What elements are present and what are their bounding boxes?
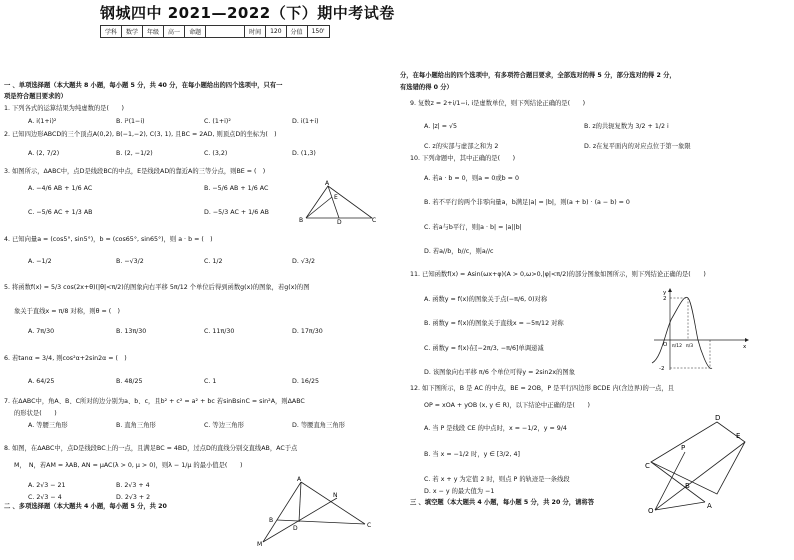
- fig8-label-d: D: [293, 525, 298, 532]
- info-cell: [206, 26, 245, 38]
- fig8-label-b: B: [269, 517, 274, 524]
- question-7-cont: 的形状是( ): [14, 410, 57, 417]
- question-6: 6. 若tanα = 3/4, 则cos²α+2sin2α = ( ): [4, 355, 127, 362]
- q9-option-c: C. z的实部与虚部之和为 2: [424, 143, 499, 150]
- fig11-label-2: 2: [663, 296, 667, 302]
- q8-option-b: B. 2√3 + 4: [116, 482, 150, 489]
- q6-option-d: D. 16/25: [292, 378, 319, 385]
- q7-option-c: C. 等边三角形: [204, 422, 244, 429]
- fig12-label-b: B: [685, 482, 690, 490]
- question-10: 10. 下列命题中，其中正确的是( ): [410, 155, 516, 162]
- section-2-heading-cont2: 有选错的得 0 分）: [400, 84, 453, 91]
- q9-option-a: A. |z| = √5: [424, 123, 458, 130]
- q6-option-c: C. 1: [204, 378, 217, 385]
- fig8-label-n: N: [333, 492, 338, 499]
- fig11-label-origin: O: [663, 342, 668, 348]
- figure-q8-triangle: [255, 476, 380, 546]
- question-11: 11. 已知函数f(x) = Asin(ωx+φ)(A > 0,ω>0,|φ|<π/2)的部分图象如图所示，则下列结论正确的是( ): [410, 271, 706, 278]
- question-3: 3. 如图所示，ΔABC中，点D是线段BC的中点，E是线段AD的靠近A的三等分点，则BE = ( ): [4, 168, 266, 175]
- fig8-label-c: C: [367, 522, 372, 529]
- q3-option-b: B. −5/6 AB + 1/6 AC: [204, 185, 269, 192]
- question-9: 9. 复数z = 2+i/1−i, i是虚数单位，则下列结论正确的是( ): [410, 100, 586, 107]
- q11-option-c: C. 函数y = f(x)在[−2π/3, −π/6]单调递减: [424, 345, 544, 352]
- question-5-cont: 象关于直线x = π/8 对称，则θ = ( ): [14, 308, 120, 315]
- q4-option-c: C. 1/2: [204, 258, 223, 265]
- q1-option-c: C. (1+i)²: [204, 118, 231, 125]
- question-4: 4. 已知向量a = (cos5°, sin5°)，b = (cos65°, sin65°)，则 a · b = ( ): [4, 236, 213, 243]
- q10-option-c: C. 若a与b平行，则|a · b| = |a||b|: [424, 224, 522, 231]
- fig11-label-neg2: -2: [659, 366, 665, 372]
- q11-option-a: A. 函数y = f(x)的图象关于点(−π/6, 0)对称: [424, 296, 548, 303]
- q10-option-a: A. 若a · b = 0，则a = 0或b = 0: [424, 175, 519, 182]
- q3-option-a: A. −4/6 AB + 1/6 AC: [28, 185, 93, 192]
- info-cell: 命题: [185, 26, 206, 38]
- q8-option-d: D. 2√3 + 2: [116, 494, 151, 501]
- fig3-label-b: B: [299, 217, 304, 224]
- section-1-heading-cont: 项是符合题目要求的）: [4, 93, 67, 100]
- question-12-cont: OP = xOA + yOB (x, y ∈ R)，以下结论中正确的是( ): [424, 402, 590, 409]
- info-cell: 150': [307, 26, 329, 38]
- question-7: 7. 在ΔABC中，角A、B、C所对的边分别为a、b、c，且b² + c² = a² + bc 若sinBsinC = sin²A，则ΔABC: [4, 398, 305, 405]
- q7-option-b: B. 直角三角形: [116, 422, 156, 429]
- fig8-label-a: A: [297, 476, 302, 483]
- fig12-label-c: C: [645, 462, 650, 470]
- info-cell: 高一: [164, 26, 185, 38]
- section-2-heading: 二 、多项选择题（本大题共 4 小题，每小题 5 分，共 20: [4, 503, 167, 510]
- q12-option-d: D. x − y 的最大值为 −1: [424, 488, 495, 495]
- info-cell: 分值: [286, 26, 307, 38]
- q8-option-a: A. 2√3 − 21: [28, 482, 66, 489]
- fig3-label-c: C: [372, 217, 377, 224]
- question-12: 12. 如下图所示，B 是 AC 的中点，BE = 2OB，P 是平行四边形 BCDE 内(含边界)的一点，且: [410, 385, 674, 392]
- question-1: 1. 下列各式的运算结果为纯虚数的是( ): [4, 105, 124, 112]
- figure-q11-graph: [650, 288, 750, 374]
- question-8: 8. 如图，在ΔABC中，点D是线段BC上的一点，且满足BC = 4BD，过点D的直线分别交直线AB，AC于点: [4, 445, 298, 452]
- q5-option-d: D. 17π/30: [292, 328, 323, 335]
- q2-option-b: B. (2, −1/2): [116, 150, 153, 157]
- q12-option-b: B. 当 x = −1/2 时，y ∈ [3/2, 4]: [424, 451, 520, 458]
- fig12-label-a: A: [707, 502, 712, 510]
- info-cell: 年级: [143, 26, 164, 38]
- q7-option-a: A. 等腰三角形: [28, 422, 68, 429]
- info-cell: 数学: [122, 26, 143, 38]
- question-8-cont: M， N，若AM = λAB, AN = μAC(λ > 0, μ > 0)，则λ − 1/μ 的最小值是( ): [14, 462, 243, 469]
- q6-option-a: A. 64/25: [28, 378, 55, 385]
- q4-option-a: A. −1/2: [28, 258, 52, 265]
- info-table: [100, 25, 330, 38]
- section-1-heading: 一 、单项选择题（本大题共 8 小题，每小题 5 分，共 40 分，在每小题给出的四个选项中，只有一: [4, 82, 283, 89]
- fig11-label-pi12: π/12: [672, 344, 682, 349]
- q11-option-d: D. 该图象向右平移 π/6 个单位可得y = 2sin2x的图象: [424, 369, 575, 376]
- q1-option-a: A. i(1+i)²: [28, 118, 57, 125]
- question-2: 2. 已知四边形ABCD的三个顶点A(0,2), B(−1,−2), C(3, 1), 且BC = 2AD, 则顶点D的坐标为( ): [4, 131, 277, 138]
- q11-option-b: B. 函数y = f(x)的图象关于直线x = −5π/12 对称: [424, 320, 564, 327]
- q3-option-d: D. −5/3 AC + 1/6 AB: [204, 209, 269, 216]
- fig8-label-m: M: [257, 541, 263, 548]
- fig3-label-e: E: [334, 194, 338, 201]
- figure-q12-parallelogram: [645, 410, 745, 514]
- info-cell: 120: [266, 26, 286, 38]
- q7-option-d: D. 等腰直角三角形: [292, 422, 345, 429]
- fig12-label-p: P: [681, 444, 686, 452]
- q4-option-b: B. −√3/2: [116, 258, 144, 265]
- q9-option-d: D. z在复平面内的对应点位于第一象限: [584, 143, 691, 150]
- section-3-heading: 三 、填空题（本大题共 4 小题，每小题 5 分，共 20 分，请将答: [410, 499, 594, 506]
- fig11-label-pi3: π/3: [686, 344, 694, 349]
- q2-option-d: D. (1,3): [292, 150, 316, 157]
- q1-option-d: D. i(1+i): [292, 118, 319, 125]
- q6-option-b: B. 48/25: [116, 378, 143, 385]
- q10-option-b: B. 若不平行的两个非零向量a，b满足|a| = |b|，则(a + b) · (a − b) = 0: [424, 199, 630, 206]
- fig11-label-y: y: [663, 290, 667, 296]
- q5-option-b: B. 13π/30: [116, 328, 147, 335]
- q10-option-d: D. 若a//b，b//c，则a//c: [424, 248, 494, 255]
- q2-option-c: C. (3,2): [204, 150, 228, 157]
- fig12-label-d: D: [715, 414, 721, 422]
- q2-option-a: A. (2, 7/2): [28, 150, 60, 157]
- info-cell: 时间: [245, 26, 266, 38]
- q5-option-a: A. 7π/30: [28, 328, 55, 335]
- figure-q3-triangle: [298, 182, 378, 224]
- q4-option-d: D. √3/2: [292, 258, 315, 265]
- section-2-heading-cont: 分，在每小题给出的四个选项中，有多项符合题目要求，全部选对的得 5 分，部分选对的得 2 分，: [400, 72, 676, 79]
- fig12-label-e: E: [736, 432, 741, 440]
- q9-option-b: B. z的共轭复数为 3/2 + 1/2 i: [584, 123, 669, 130]
- question-5: 5. 将函数f(x) = 5/3 cos(2x+θ)(|θ|<π/2)的图象向右平移 5π/12 个单位后得到函数g(x)的图象，若g(x)的图: [4, 284, 310, 291]
- fig3-label-a: A: [325, 180, 330, 187]
- q1-option-b: B. i²(1−i): [116, 118, 145, 125]
- q12-option-a: A. 当 P 是线段 CE 的中点时，x = −1/2，y = 9/4: [424, 425, 567, 432]
- q12-option-c: C. 若 x + y 为定值 2 时，则点 P 的轨迹是一条线段: [424, 476, 570, 483]
- fig11-label-x: x: [743, 344, 747, 350]
- q8-option-c: C. 2√3 − 4: [28, 494, 62, 501]
- fig3-label-d: D: [337, 219, 342, 226]
- info-cell: 学科: [101, 26, 122, 38]
- q5-option-c: C. 11π/30: [204, 328, 235, 335]
- fig12-label-o: O: [648, 507, 654, 515]
- page-title: 钢城四中 2021—2022（下）期中考试卷: [100, 4, 395, 22]
- q3-option-c: C. −5/6 AC + 1/3 AB: [28, 209, 93, 216]
